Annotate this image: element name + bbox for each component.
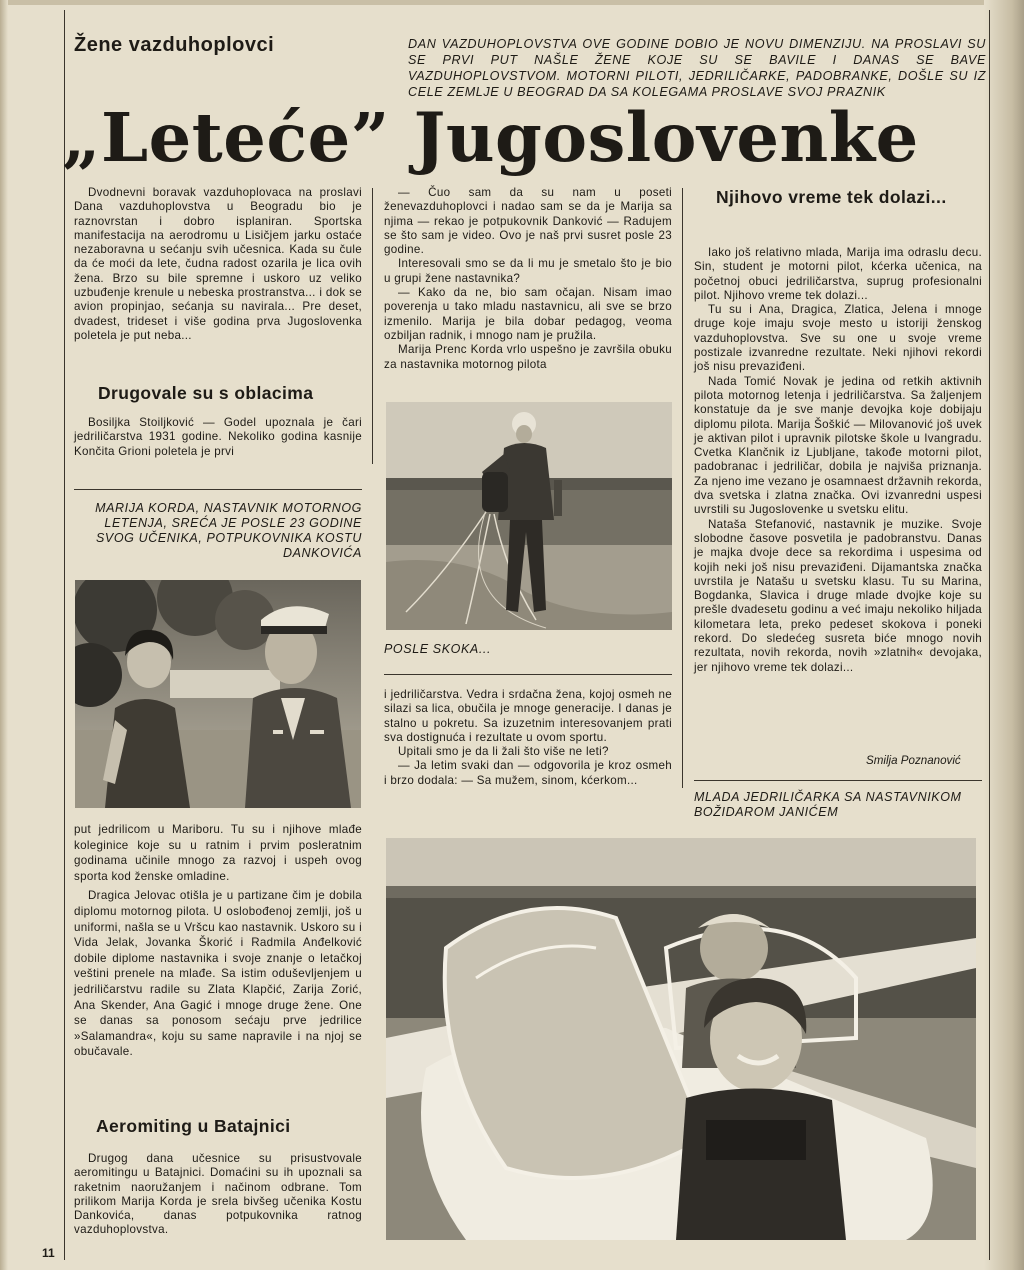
paragraph: Drugog dana učesnice su prisustvovale aeromitingu u Batajnici. Domaćini su ih upoznali sa raketnim naoružanjem i načinom odbrane. Tom prilikom Marija Korda je srela bivšeg učenika Kostu Dankovića, danas potpukovnika ratnog vazduhoplovstva. [74,1152,362,1237]
paragraph: Dragica Jelovac otišla je u partizane čim je dobila diplomu motornog pilota. U oslobođenoj zemlji, još u uniformi, našla se u Vršcu kao nastavnik. Uskoro su i Vida Jelak, Jovanka Škorić i Radmila Anđelković dobile diplome nastavnika i svoje znanje o letačkoj veštini prenele na mlađe. Sa istim oduševljenjem u jedriličarstvu radile su Zlata Klapčić, Zarija Zorić, Ana Skender, Ana Gagić i mnoge druge žene. One se danas sa ponosom sećaju prve jedrilice »Salamandra«, koju su same napravile i na njoj se obučavale. [74,889,362,1059]
paragraph: Nataša Stefanović, nastavnik je muzike. Svoje slobodne časove posvetila je padobranstvu. Danas je majka dvoje dece sa rekordima i uspesima od kojih neki još nisu prevaziđeni. Dijamantska značka uvrstila je Natašu u svetsku klasu. Tu su Marina, Bogdanka, Slavica i druge mlade dvojke koje su prešle dvadesetu godinu a već imaju nekoliko hiljada kilometara leta, preko pedeset skokova i poneki rekord. Do sledećeg susreta biće mnogo novih rezultata, novih rekorda, novih »zlatnih« devojaka, jer njihovo vreme tek dolazi... [694,517,982,674]
paragraph: Marija Prenc Korda vrlo uspešno je završila obuku za nastavnika motornog pilota [384,343,672,371]
paragraph: Dvodnevni boravak vazduhoplovaca na proslavi Dana vazduhoplovstva u Beogradu bio je raznovrstan i dobro isplaniran. Sportska manifestacija na aerodromu u Lisičjem jarku ostaće nezaboravna u sećanju svih učesnica. Kada su čule da će moći da lete, čudna radost ozarila je lica ovih žena. Brzo su bile spremne i uskoro uz veliko uzbuđenje krenule u nebeska prostranstva... i dok se avion propinjao, sećanja su navirala... Pre deset, dvadest, trideset i više godina prva Jugoslovenka poletela je put neba... [74,186,362,342]
paragraph: Nada Tomić Novak je jedina od retkih aktivnih pilota motornog letenja i jedriličarstva. Sa žaljenjem konstatuje da je sve manje devojka koje dobijaju diplomu pilota. Marija Šoškić — Milovanović još uvek je aktivan pilot i upravnik pilotske škole u Ivangradu. Cvetka Klančnik iz Ljubljane, takođe motorni pilot, padobranac i jedriličar, dobila je najviša priznanja. Za njeno ime vezano je osamnaest državnih rekorda, dva svetska i zlatna značka. Ovi izvanredni uspesi uvrstili su Jugoslovenke u svetsku elitu. [694,374,982,517]
photo-korda-dankovic [75,580,361,808]
right-border-line [989,10,990,1260]
article-deck: DAN VAZDUHOPLOVSTVA OVE GODINE DOBIO JE NOVU DIMENZIJU. NA PROSLAVI SU SE PRVI PUT NAŠLE ŽENE KOJE SU SE BAVILE I DANAS SE BAVE VAZDUHOPLOVSTVOM. MOTORNI PILOTI, JEDRILIČARKE, PADOBRANKE, DOŠLE SU IZ CELE ZEMLJE U BEOGRAD DA SA KOLEGAMA PROSLAVE SVOJ PRAZNIK [408,37,986,99]
paragraph: Upitali smo je da li žali što više ne leti? [398,745,609,759]
paragraph: Tu su i Ana, Dragica, Zlatica, Jelena i mnoge druge koje imaju svoje mesto u istoriji ženskog vazduhoplovstva. Sve su one u svoje vreme postizale izvanredne rezultate. Neki njihovi rekordi još nisu prevaziđeni. [694,303,982,374]
section-kicker: Žene vazduhoplovci [74,34,275,56]
page-number: 11 [42,1246,55,1260]
photo-glider-cockpit [386,838,976,1240]
page-left-edge [0,0,8,1270]
caption-rule-3 [694,780,982,781]
photo-caption-jedrilicarka: MLADA JEDRILIČARKA SA NASTAVNIKOM BOŽIDAROM JANIĆEM [694,790,962,819]
paragraph: Bosiljka Stoiljković — Godel upoznala je čari jedriličarstva 1931 godine. Nekoliko godina kasnije Končita Grioni poletela je prvi [74,416,362,458]
paragraph: — Ja letim svaki dan — odgovorila je kroz osmeh i brzo dodala: — Sa mužem, sinom, kćerkom... [384,759,672,787]
subhead-drugovale: Drugovale su s oblacima [98,383,314,403]
subhead-njihovo-vreme: Njihovo vreme tek dolazi... [716,187,947,207]
paragraph: Interesovali smo se da li mu je smetalo što je bio u grupi žene nastavnika? [384,257,672,285]
column-3 [694,246,982,675]
page-right-edge [984,0,1024,1270]
paragraph: Iako još relativno mlada, Marija ima odraslu decu. Sin, student je motorni pilot, kćerka učenica, na početnoj obuci jedriličarstva, suprug profesionalni pilot. Njihovo vreme tek dolazi... [694,246,982,302]
photo-caption-korda: MARIJA KORDA, NASTAVNIK MOTORNOG LETENJA, SREĆA JE POSLE 23 GODINE SVOG UČENIKA, POTPUKOVNIKA KOSTU DANKOVIĆA [95,501,362,560]
subhead-aeromiting: Aeromiting u Batajnici [96,1116,291,1136]
column-1-para2 [74,416,362,459]
column-1-para5 [74,1152,362,1238]
paragraph: put jedrilicom u Mariboru. Tu su i njihove mlađe koleginice koje su u ratnim i prvim posleratnim godinama učinile mnogo za razvoj i uspeh ovog sporta kod ženske omladine. [74,823,362,883]
column-2-top [384,186,672,372]
author-byline: Smilja Poznanović [866,754,961,767]
column-1-continued [74,822,362,1060]
page-top-edge [0,0,1024,5]
caption-rule-2 [384,674,672,675]
paragraph: i jedriličarstva. Vedra i srdačna žena, kojoj osmeh ne silazi sa lica, obučila je mnoge generacije. I danas je stalno u pokretu. Sa izuzetnim interesovanjem prati sva dostignuća i rezultate u ovom sportu. [384,688,672,744]
column-1-intro [74,186,362,343]
paragraph: — Kako da ne, bio sam očajan. Nisam imao poverenja u tako mladu nastavnicu, ali sve se brzo izmenilo. Marija je bila dobar pedagog, veoma ozbiljan radnik, i mnogo nam je pružila. [384,286,672,342]
column-divider-2 [682,188,683,788]
photo-caption-posle-skoka: POSLE SKOKA... [384,642,492,656]
photo-parachutist [386,402,672,630]
column-2-bottom [384,688,672,788]
left-border-line [64,10,65,1260]
article-headline: „Leteće” Jugoslovenke [62,98,919,177]
column-divider-1 [372,188,373,464]
caption-rule-1 [74,489,362,490]
paragraph: — Čuo sam da su nam u poseti ženevazduhoplovci i nadao sam se da je Marija sa njima — rekao je potpukovnik Danković — Radujem se što sam je video. Ovo je naš prvi susret posle 23 godine. [384,186,672,257]
